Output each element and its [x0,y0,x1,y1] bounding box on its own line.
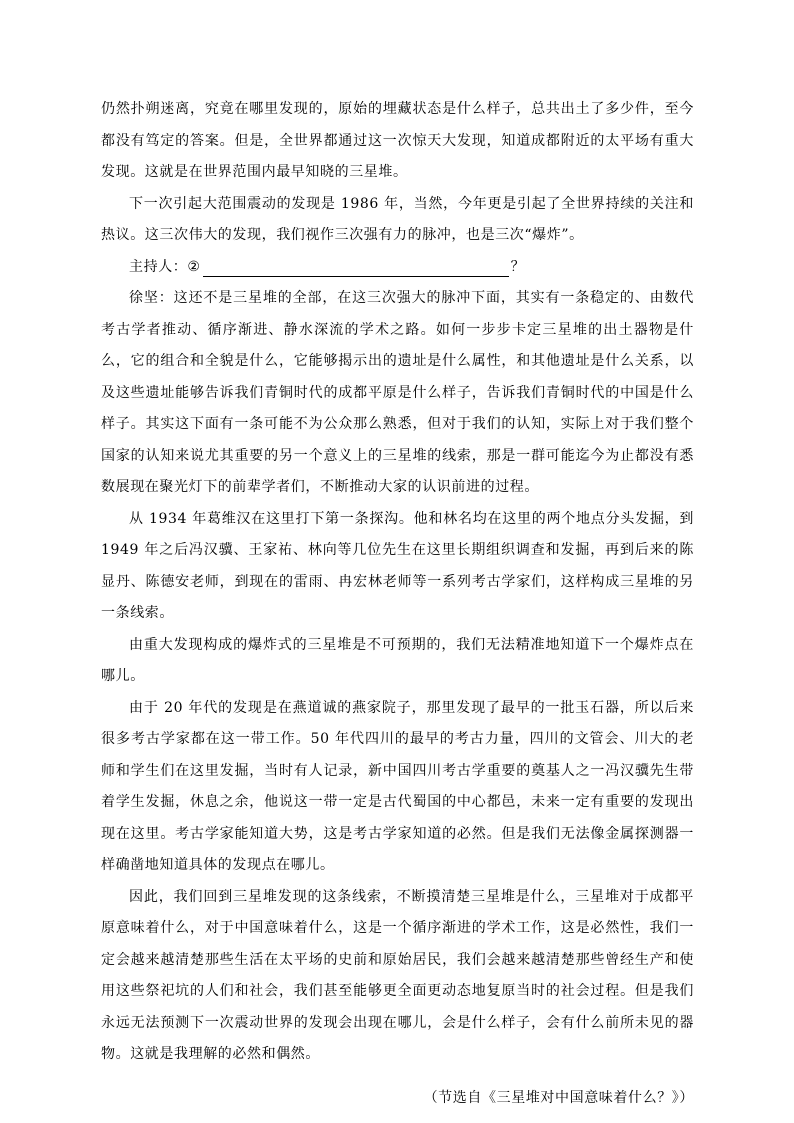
source-citation: （节选自《三星堆对中国意味着什么？》） [423,1089,694,1106]
paragraph-continued: 仍然扑朔迷离，究竟在哪里发现的，原始的埋藏状态是什么样子，总共出土了多少件，至今都没有笃定的答案。但是，全世界都通过这一次惊天大发现，知道成都附近的太平场有重大发现。这就是在世界范围内最早知晓的三星堆。 [101,101,694,180]
host-label: 主持人： [129,258,188,275]
answer-blank-line[interactable] [203,256,509,277]
question-mark: ？ [510,258,526,275]
paragraph-conclusion: 因此，我们回到三星堆发现的这条线索，不断摸清楚三星堆是什么，三星堆对于成都平原意味着什么，对于中国意味着什么，这是一个循序渐进的学术工作，这是必然性，我们一定会越来越清楚那些生活在太平场的史前和原始居民，我们会越来越清楚那些曾经生产和使用这些祭祀坑的人们和社会，我们甚至能够更全面更动态地复原当时的社会过程。但是我们永远无法预测下一次震动世界的发现会出现在哪儿，会是什么样子，会有什么前所未见的器物。这就是我理解的必然和偶然。 [101,888,694,1062]
paragraph-xu-jian: 徐坚：这还不是三星堆的全部，在这三次强大的脉冲下面，其实有一条稳定的、由数代考古学者推动、循序渐进、静水深流的学术之路。如何一步步卡定三星堆的出土器物是什么，它的组合和全貌是什么，它能够揭示出的遗址是什么属性，和其他遗址是什么关系，以及这些遗址能够告诉我们青铜时代的成都平原是什么样子，告诉我们青铜时代的中国是什么样子。其实这下面有一条可能不为公众那么熟悉，但对于我们的认知，实际上对于我们整个国家的认知来说尤其重要的另一个意义上的三星堆的线索，那是一群可能迄今为止都没有悉数展现在聚光灯下的前辈学者们，不断推动大家的认识前进的过程。 [101,290,694,495]
host-question-line [101,252,694,284]
paragraph-1934-excavation: 从 1934 年葛维汉在这里打下第一条探沟。他和林名均在这里的两个地点分头发掘，到 1949 年之后冯汉骥、王家祐、林向等几位先生在这里长期组织调查和发掘，再到后来的陈显丹、陈德安老师，到现在的雷雨、冉宏林老师等一系列考古学家们，这样构成三星堆的另一条线索。 [101,510,694,621]
paragraph-unpredictable: 由重大发现构成的爆炸式的三星堆是不可预期的，我们无法精准地知道下一个爆炸点在哪儿。 [101,636,694,684]
paragraph-1920s-discovery: 由于 20 年代的发现是在燕道诚的燕家院子，那里发现了最早的一批玉石器，所以后来很多考古学家都在这一带工作。50 年代四川的最早的考古力量，四川的文管会、川大的老师和学生们在这里发掘，当时有人记录，新中国四川考古学重要的奠基人之一冯汉骥先生带着学生发掘，休息之余，他说这一带一定是古代蜀国的中心都邑，未来一定有重要的发现出现在这里。考古学家能知道大势，这是考古学家知道的必然。但是我们无法像金属探测器一样确凿地知道具体的发现点在哪儿。 [101,699,694,873]
paragraph-1986-discovery: 下一次引起大范围震动的发现是 1986 年，当然，今年更是引起了全世界持续的关注和热议。这三次伟大的发现，我们视作三次强有力的脉冲，也是三次“爆炸”。 [101,195,694,243]
blank-number-marker: ② [187,258,201,275]
